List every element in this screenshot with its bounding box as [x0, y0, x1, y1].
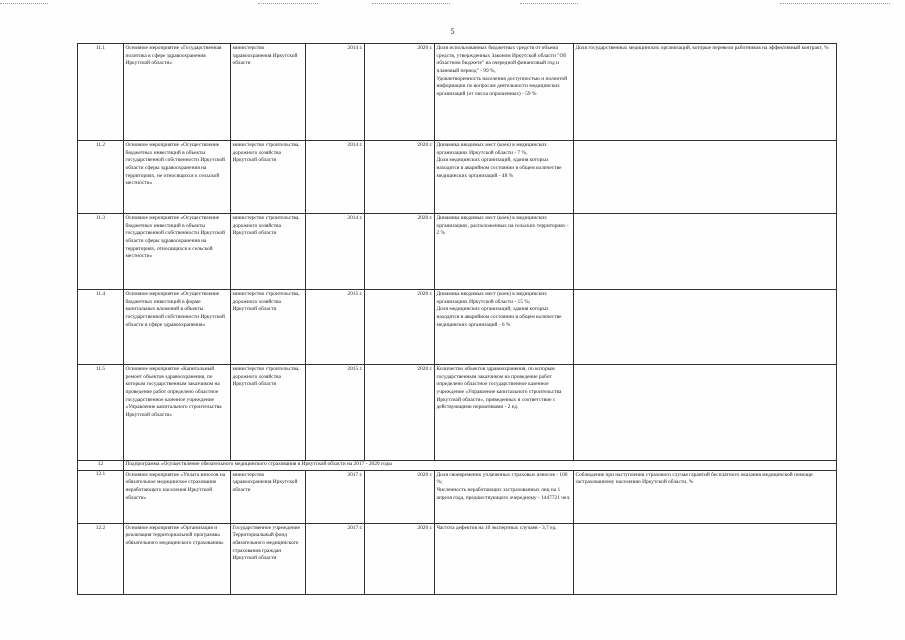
row-number: 11.4	[78, 290, 124, 365]
event-cell: Основное мероприятие «Организация и реализация территориальной программы обязательного медицинского страхования»	[124, 523, 231, 594]
indicators-cell	[435, 141, 574, 214]
indicator-text: Динамика вводимых мест (коек) в медицинских организациях Иркутской области - 7 %,	[436, 142, 547, 156]
table-row	[78, 470, 837, 523]
start-year-cell: 2015 г.	[306, 290, 365, 365]
end-year-cell: 2020 г.	[365, 44, 435, 141]
indicator-text: Доля медицинских организаций, здания которых находятся в аварийном состоянии в общем количестве медицинских организаций - 6 %	[436, 306, 562, 328]
row-number: 11.2	[78, 141, 124, 214]
indicator-text: Количество объектов здравоохранения, по которым государственным заказчиком на проведение работ определено областное государственное казенное учреждение «Управление капитального строительства Иркутской области», приведенных в соответствие с действующими нормативами - 2 ед.	[436, 366, 562, 411]
indicator-text: Доля своевременно уплаченных страховых взносов - 100 %;	[436, 471, 568, 486]
indicator-text: Частота дефектов на 10 экспертных случаев - 3,7 ед.	[436, 524, 557, 531]
start-year-cell: 2015 г.	[306, 365, 365, 461]
program-table	[77, 43, 837, 595]
event-cell: Основное мероприятие «Капитальный ремонт объектов здравоохранения, по которым государственным заказчиком на проведение работ определено областное государственное казенное учреждение «Управление капитального строительства Иркутской области»	[124, 365, 231, 461]
end-year-cell: 2020 г.	[365, 365, 435, 461]
event-cell: Основное мероприятие «Государственная политика в сфере здравоохранения Иркутской области»	[124, 44, 231, 141]
row-number: 12.2	[78, 523, 124, 594]
end-year-cell: 2020 г.	[365, 290, 435, 365]
scan-artifact-mid-3	[520, 3, 578, 5]
executor-cell: Государственное учреждение Территориальный фонд обязательного медицинского страхования граждан Иркутской области	[231, 523, 306, 594]
event-cell: Основное мероприятие «Осуществление бюджетных инвестиций в форме капитальных вложений в объекты государственной собственности Иркутской области в сфере здравоохранения»	[124, 290, 231, 365]
table-row	[78, 365, 837, 461]
start-year-cell: 2017 г.	[306, 470, 365, 523]
indicator-text: Численность неработающих застрахованных лиц на 1 апреля года, предшествующего очередному - 1447721 чел.	[436, 487, 571, 501]
end-year-cell: 2020 г.	[365, 141, 435, 214]
event-cell: Основное мероприятие «Уплата взносов на обязательное медицинское страхование неработающего населения Иркутской области»	[124, 470, 231, 523]
table-row	[78, 141, 837, 214]
result-cell	[574, 523, 837, 594]
executor-cell: министерство здравоохранения Иркутской области	[231, 44, 306, 141]
executor-cell: министерство строительства, дорожного хозяйства Иркутской области	[231, 290, 306, 365]
table-row	[78, 523, 837, 594]
row-number: 11.1	[78, 44, 124, 141]
start-year-cell: 2014 г.	[306, 214, 365, 290]
start-year-cell: 2017 г.	[306, 523, 365, 594]
indicator-text: Доля использованных бюджетных средств от объема средств, утвержденных Законом Иркутской области "Об областном бюджете" на очередной финансовый год и плановый период" - 99 %,	[436, 45, 567, 75]
indicator-text: Удовлетворенность населения доступностью и полнотой информации по вопросам деятельности медицинских организаций (от числа опрошенных) - 59 %	[436, 75, 568, 98]
scan-artifact-mid-2	[372, 3, 450, 5]
page-number: 5	[450, 27, 455, 36]
start-year-cell: 2014 г.	[306, 141, 365, 214]
end-year-cell: 2020 г.	[365, 523, 435, 594]
subprogram-title: Подпрограмма «Осуществление обязательного медицинского страхования в Иркутской области на 2017 - 2020 годы	[124, 461, 837, 471]
scan-artifact-mid-1	[258, 3, 318, 5]
executor-cell: министерство здравоохранения Иркутской области	[231, 470, 306, 523]
indicators-cell	[435, 470, 574, 523]
indicator-text: Доля медицинских организаций, здания которых находятся в аварийном состоянии в общем количестве медицинских организаций - 48 %	[436, 157, 562, 179]
indicator-text: Динамика вводимых мест (коек) в медицинских организациях, расположенных на сельских территориях - 2 %	[436, 215, 569, 237]
result-cell	[574, 365, 837, 461]
end-year-cell: 2020 г.	[365, 470, 435, 523]
result-cell	[574, 141, 837, 214]
table-row	[78, 290, 837, 365]
indicators-cell	[435, 290, 574, 365]
subprogram-row	[78, 461, 837, 471]
end-year-cell: 2020 г.	[365, 214, 435, 290]
subprogram-number: 12	[78, 461, 124, 471]
row-number: 12.1	[78, 470, 124, 523]
event-cell: Основное мероприятие «Осуществление бюджетных инвестиций в объекты государственной собственности Иркутской области сферы здравоохранения на территориях, относящихся к сельской местности»	[124, 214, 231, 290]
start-year-cell: 2014 г.	[306, 44, 365, 141]
result-cell: Доля государственных медицинских организаций, которые перевели работников на эффективный контракт, %	[574, 44, 837, 141]
indicators-cell	[435, 214, 574, 290]
result-cell	[574, 290, 837, 365]
row-number: 11.5	[78, 365, 124, 461]
table-row	[78, 44, 837, 141]
executor-cell: министерство строительства, дорожного хозяйства Иркутской области	[231, 214, 306, 290]
scan-artifact-left	[0, 3, 48, 5]
event-cell: Основное мероприятие «Осуществление бюджетных инвестиций в объекты государственной собственности Иркутской области сферы здравоохранения на территориях, не относящихся к сельской местности»	[124, 141, 231, 214]
indicators-cell	[435, 523, 574, 594]
indicator-text: Динамика вводимых мест (коек) в медицинских организациях Иркутской области - 15 %;	[436, 291, 547, 305]
scan-artifact-right	[780, 3, 890, 5]
indicators-cell	[435, 44, 574, 141]
executor-cell: министерство строительства, дорожного хозяйства Иркутской области	[231, 365, 306, 461]
indicators-cell	[435, 365, 574, 461]
executor-cell: министерство строительства, дорожного хозяйства Иркутской области	[231, 141, 306, 214]
result-cell	[574, 214, 837, 290]
table-row	[78, 214, 837, 290]
row-number: 11.3	[78, 214, 124, 290]
result-cell: Соблюдение при наступлении страхового случая гарантий бесплатного оказания медицинской помощи застрахованному населению Иркутской области, %	[574, 470, 837, 523]
